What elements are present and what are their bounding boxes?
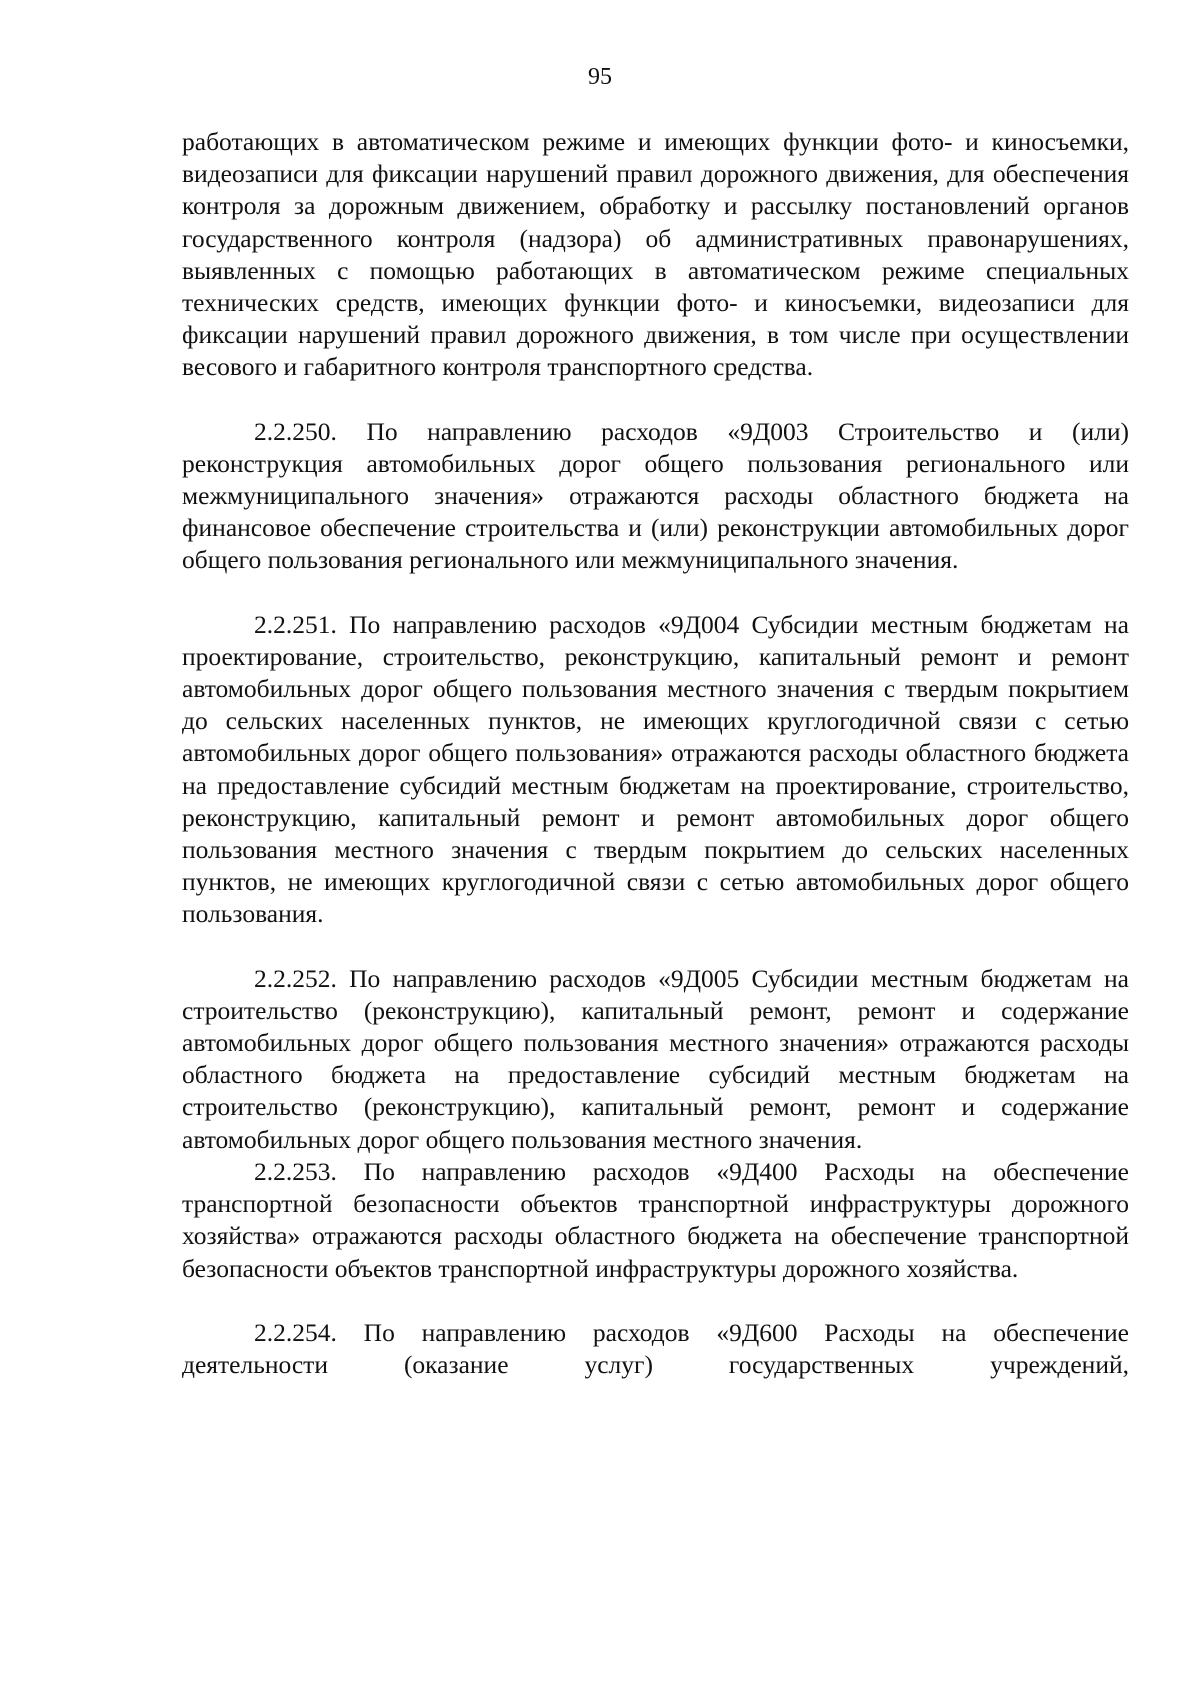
paragraph-2-2-253: 2.2.253. По направлению расходов «9Д400 Расходы на обеспечение транспортной безопасности объектов транспортной инфраструктуры дорожного хозяйства» отражаются расходы областного бюджета на обеспечение транспортной безопасности объектов транспортной инфраструктуры дорожного хозяйства. [182, 1156, 1129, 1283]
paragraph-2-2-254: 2.2.254. По направлению расходов «9Д600 Расходы на обеспечение деятельности (оказание услуг) государственных учреждений, [182, 1317, 1129, 1379]
paragraph-2-2-251: 2.2.251. По направлению расходов «9Д004 Субсидии местным бюджетам на проектирование, строительство, реконструкцию, капитальный ремонт и ремонт автомобильных дорог общего пользования местного значения с твердым покрытием до сельских населенных пунктов, не имеющих круглогодичной связи с сетью автомобильных дорог общего пользования» отражаются расходы областного бюджета на предоставление субсидий местным бюджетам на проектирование, строительство, реконструкцию, капитальный ремонт и ремонт автомобильных дорог общего пользования местного значения с твердым покрытием до сельских населенных пунктов, не имеющих круглогодичной связи с сетью автомобильных дорог общего пользования. [182, 609, 1129, 929]
paragraph-continuation: работающих в автоматическом режиме и имеющих функции фото- и киносъемки, видеозаписи для фиксации нарушений правил дорожного движения, для обеспечения контроля за дорожным движением, обработку и рассылку постановлений органов государственного контроля (надзора) об административных правонарушениях, выявленных с помощью работающих в автоматическом режиме специальных технических средств, имеющих функции фото- и киносъемки, видеозаписи для фиксации нарушений правил дорожного движения, в том числе при осуществлении весового и габаритного контроля транспортного средства. [182, 127, 1129, 382]
page-number: 95 [588, 64, 612, 90]
paragraph-2-2-250: 2.2.250. По направлению расходов «9Д003 Строительство и (или) реконструкция автомобильных дорог общего пользования регионального или межмуниципального значения» отражаются расходы областного бюджета на финансовое обеспечение строительства и (или) реконструкции автомобильных дорог общего пользования регионального или межмуниципального значения. [182, 416, 1129, 575]
document-body [182, 126, 1129, 1381]
paragraph-2-2-252: 2.2.252. По направлению расходов «9Д005 Субсидии местным бюджетам на строительство (реконструкцию), капитальный ремонт, ремонт и содержание автомобильных дорог общего пользования местного значения» отражаются расходы областного бюджета на предоставление субсидий местным бюджетам на строительство (реконструкцию), капитальный ремонт, ремонт и содержание автомобильных дорог общего пользования местного значения. [182, 963, 1129, 1154]
